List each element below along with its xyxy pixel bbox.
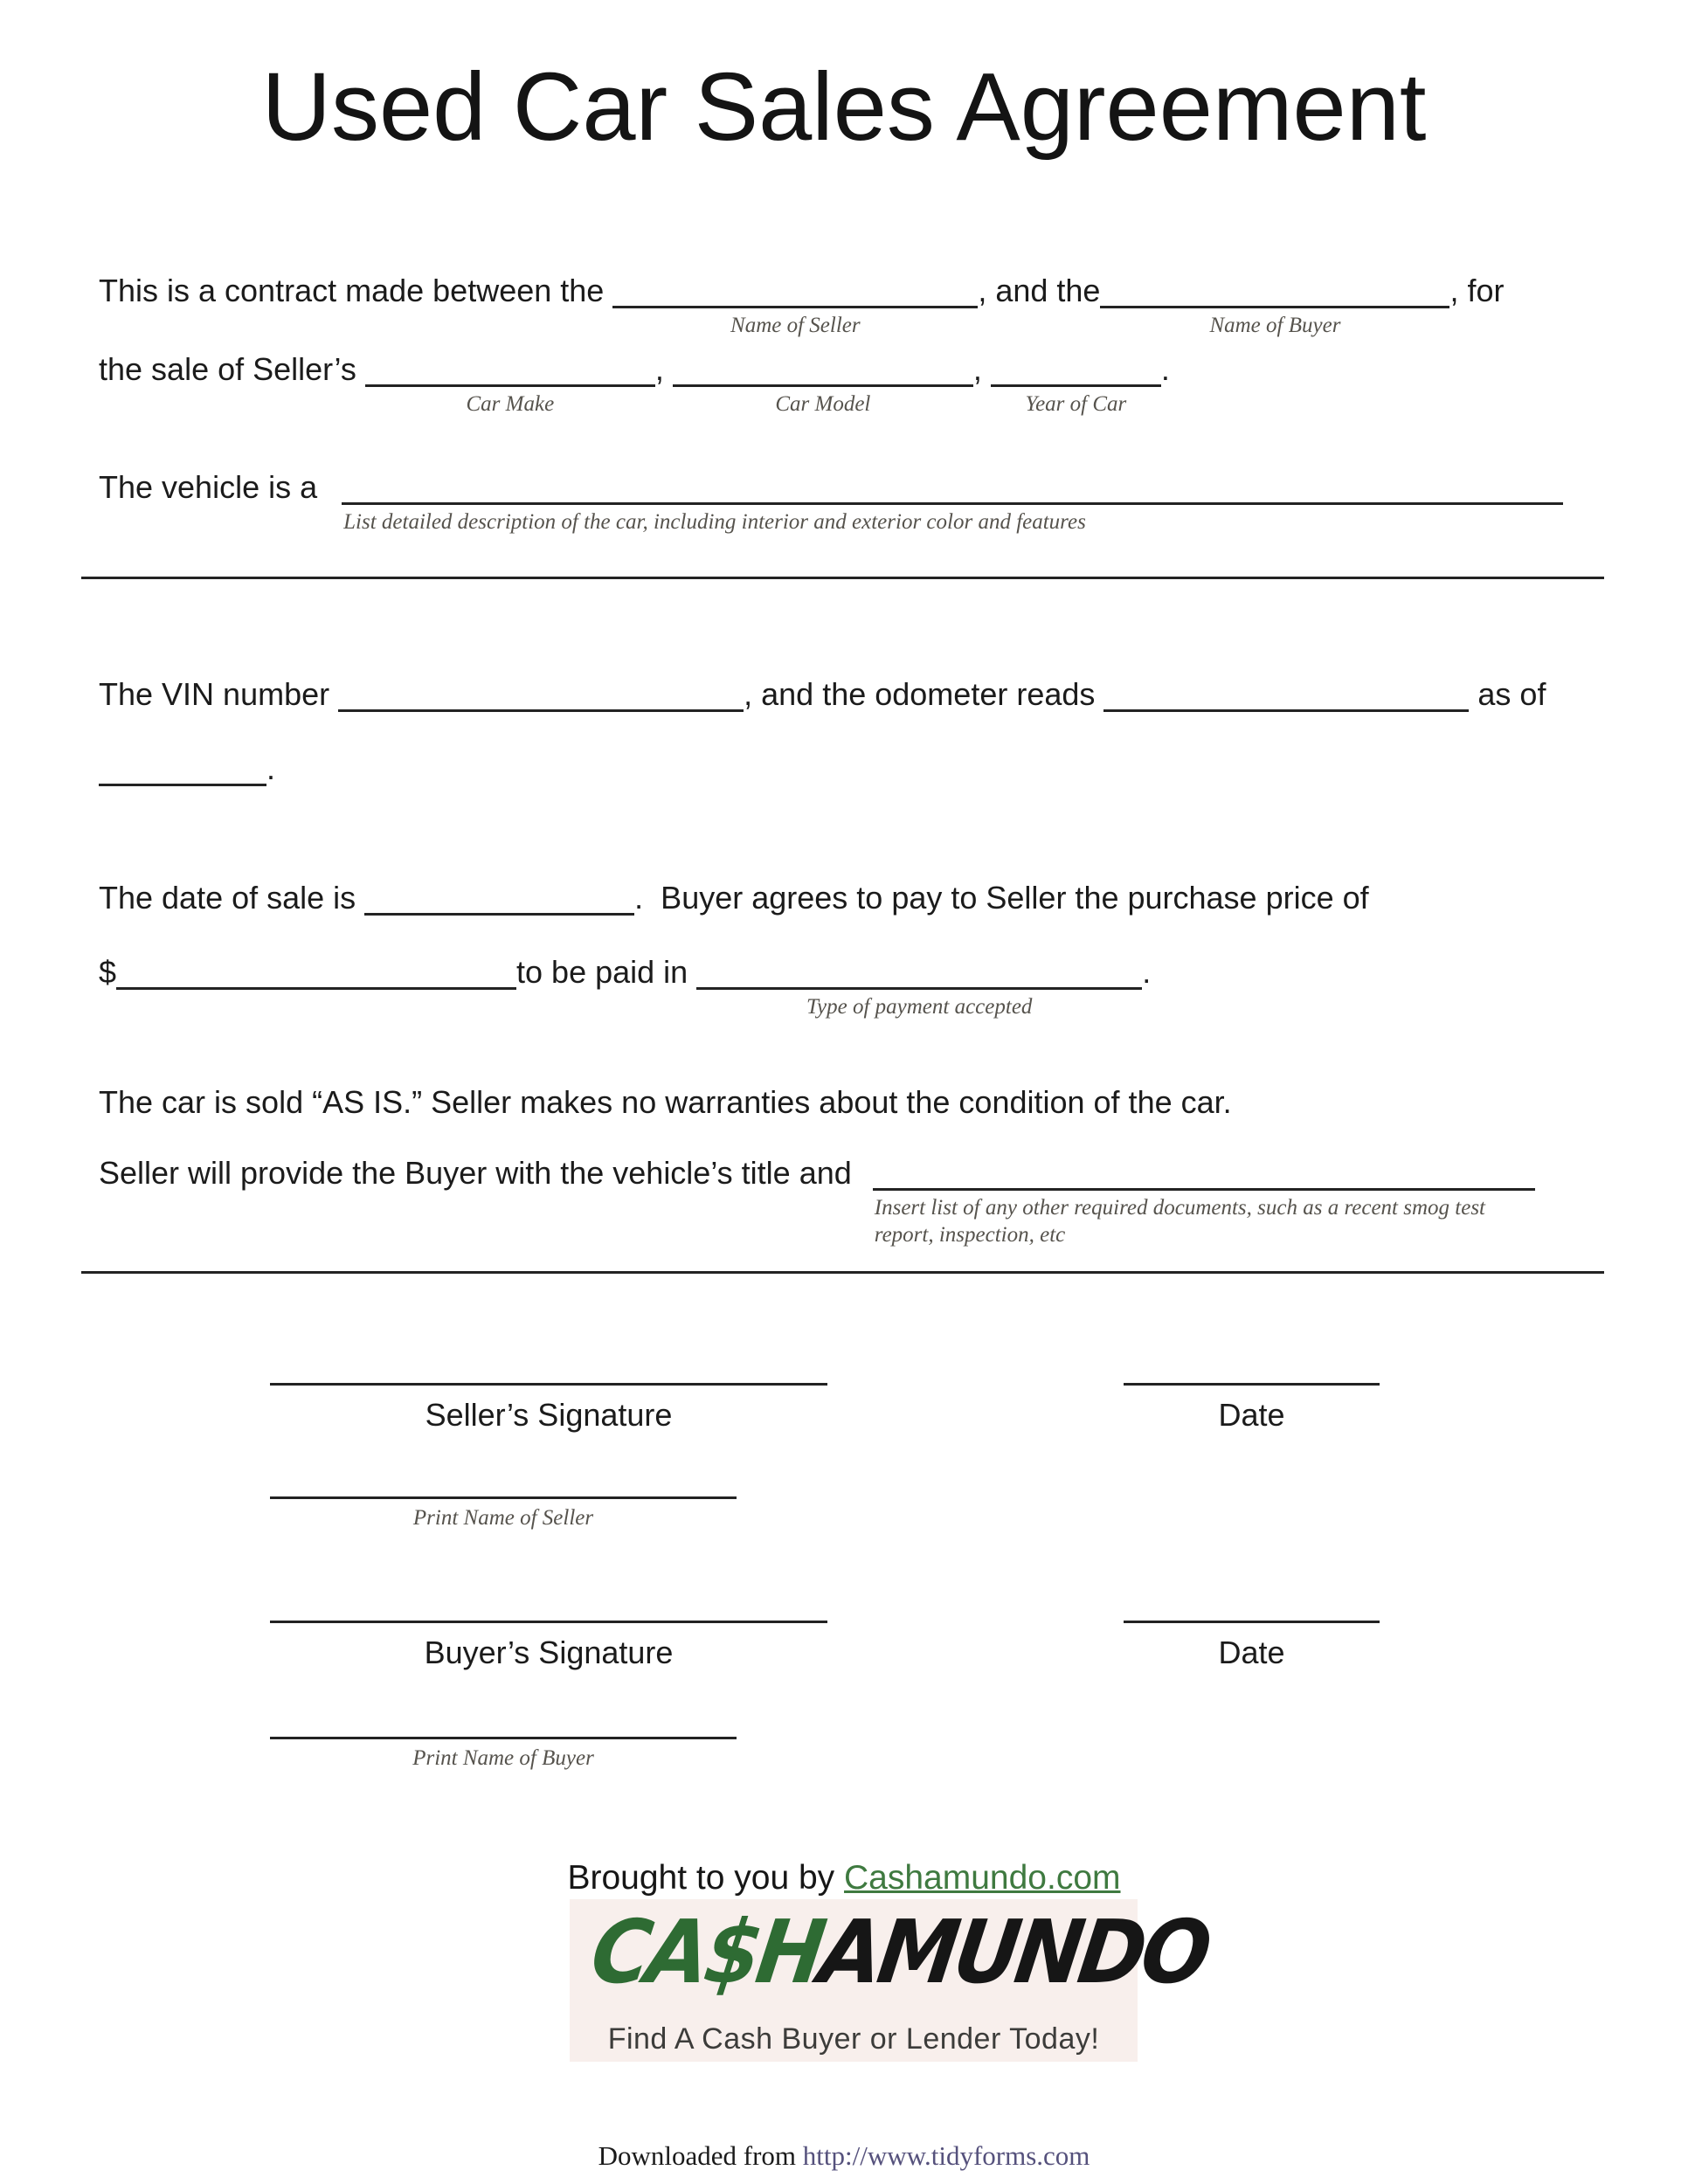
downloaded-from-text: Downloaded from [598,2140,803,2171]
sale-date-line [99,878,1369,918]
vin-period: . [266,750,276,786]
seller-signature-label: Seller’s Signature [425,1397,673,1433]
vehicle-description-caption: List detailed description of the car, including interior and exterior color and features [343,510,1086,534]
car-model-blank [673,358,973,416]
buyer-print-name-line [270,1737,737,1739]
docs-line [99,1153,1535,1247]
docs-caption-1: Insert list of any other required documents, such as a recent smog test [874,1196,1485,1220]
buyer-date-line [1124,1621,1380,1623]
brought-to-you-line [0,1857,1688,1899]
car-model-caption: Car Model [775,392,871,416]
payment-type-caption: Type of payment accepted [806,995,1033,1019]
vehicle-description-line-2 [81,577,1604,579]
vin-blank [338,683,744,712]
docs-blank [873,1162,1535,1247]
vehicle-text: The vehicle is a [99,469,318,505]
logo-amundo-part: AMUNDO [813,1901,1214,2003]
vehicle-line [99,467,1563,534]
buyer-print-name-caption: Print Name of Buyer [412,1746,594,1770]
page-title: Used Car Sales Agreement [261,53,1427,161]
cashamundo-logo-text [585,1901,1214,2004]
price-period: . [1142,954,1152,990]
brought-to-you-text: Brought to you by [567,1859,845,1897]
sale-text-1: the sale of Seller’s [99,351,365,387]
vin-text-1: The VIN number [99,676,339,712]
price-blank [116,961,516,990]
buyer-date-label: Date [1218,1635,1285,1670]
sale-date-text-2: . Buyer agrees to pay to Seller the purchase price of [634,880,1369,916]
cashamundo-logo[interactable] [570,1899,1214,2062]
seller-name-caption: Name of Seller [730,314,861,337]
seller-date-label: Date [1218,1397,1285,1433]
logo-cash-part: CA$H [585,1901,828,2003]
car-year-caption: Year of Car [1025,392,1127,416]
dollar-sign: $ [99,954,117,990]
sale-date-text-1: The date of sale is [99,880,365,916]
cashamundo-link[interactable]: Cashamundo.com [844,1859,1121,1897]
docs-text: Seller will provide the Buyer with the vehicle’s title and [99,1155,852,1191]
price-line [99,952,1152,1019]
seller-print-name-line [270,1496,737,1499]
sale-period: . [1160,351,1170,387]
as-is-line [99,1082,1232,1123]
vin-line-1 [99,674,1546,715]
docs-line-2 [81,1271,1604,1274]
seller-date-line [1124,1383,1380,1386]
seller-signature-line [270,1383,827,1386]
vin-text-3: as of [1469,676,1546,712]
sale-date-blank [364,887,634,916]
odometer-blank [1103,683,1469,712]
car-make-blank [365,358,655,416]
vehicle-description-blank [342,476,1563,534]
intro-text-1: This is a contract made between the [99,273,613,308]
car-make-caption: Car Make [466,392,555,416]
as-is-text: The car is sold “AS IS.” Seller makes no warranties about the condition of the car. [99,1084,1232,1120]
downloaded-from-line [0,2139,1688,2174]
intro-line-2 [99,349,1170,416]
intro-text-3: , for [1449,273,1505,308]
payment-type-blank [696,961,1142,1019]
logo-tagline: Find A Cash Buyer or Lender Today! [607,2022,1100,2056]
intro-line-1 [99,271,1505,337]
vin-line-2 [99,749,275,789]
buyer-name-caption: Name of Buyer [1209,314,1341,337]
buyer-signature-line [270,1621,827,1623]
odometer-date-blank [99,757,266,786]
price-text: to be paid in [516,954,697,990]
car-year-blank [991,358,1161,416]
seller-print-name-caption: Print Name of Seller [412,1506,594,1530]
buyer-name-blank [1100,280,1449,337]
seller-name-blank [612,280,978,337]
intro-text-2: , and the [978,273,1101,308]
buyer-signature-label: Buyer’s Signature [424,1635,674,1670]
sale-sep-1: , [654,351,673,387]
tidyforms-link[interactable]: http://www.tidyforms.com [802,2140,1090,2171]
docs-caption-2: report, inspection, etc [874,1223,1066,1247]
vin-text-2: , and the odometer reads [744,676,1104,712]
sale-sep-2: , [972,351,991,387]
